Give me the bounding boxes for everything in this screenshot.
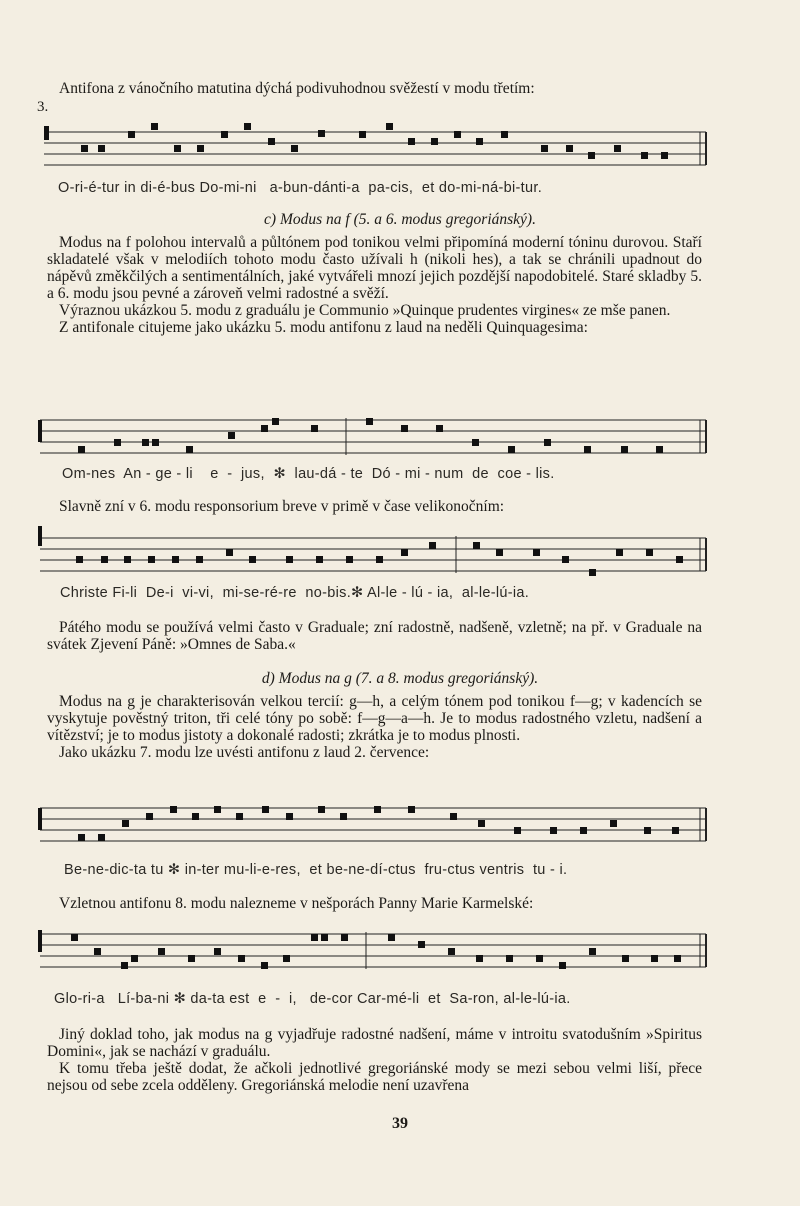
staff-mode6	[36, 520, 710, 582]
staff-mode3	[36, 118, 710, 174]
closing-body	[47, 1026, 702, 1094]
mode6-intro-block	[47, 498, 702, 515]
intro-paragraph	[47, 80, 702, 97]
mode3-number: 3.	[37, 99, 49, 115]
section-c-para2: Výraznou ukázkou 5. modu z graduálu je Communio »Quinque prudentes virgines« ze mše panen.	[59, 302, 671, 319]
mode5-gradual-block	[47, 619, 702, 653]
section-c-para1: Modus na f polohou intervalů a půltónem pod tonikou velmi připomíná moderní tóninu durovou. Staří skladatelé však v melodiích tohoto modu často užívali h (nikoli hes), a tak se chránili upadnout do nápěvů změkčilých a sentimentálních, jaké vytvářeli mnozí jejich pozdější napodobitelé. Staré skladby 5. a 6. modu jsou pevné a zároveň velmi radostné a svěží.	[47, 234, 702, 302]
chant-staff-mode6-svg	[36, 520, 710, 582]
section-d-title: d) Modus na g (7. a 8. modus gregoriánský).	[261, 670, 539, 687]
chant-staff-mode8-svg	[36, 920, 710, 982]
staff-mode8	[36, 920, 710, 982]
lyrics-mode8: Glo-ri-a Lí-ba-ni ✻ da-ta est e - i, de-cor Car-mé-li et Sa-ron, al-le-lú-ia.	[54, 991, 571, 1007]
mode5-gradual-para: Pátého modu se používá velmi často v Graduale; zní radostně, nadšeně, vzletně; na př. v Graduale na svátek Zjevení Páně: »Omnes de Saba.«	[47, 619, 702, 653]
chant-staff-mode7-svg	[36, 798, 710, 854]
staff-mode5	[36, 408, 710, 464]
lyrics-mode5: Om-nes An - ge - li e - jus, ✻ lau-dá - te Dó - mi - num de coe - lis.	[62, 466, 555, 482]
chant-staff-mode5-svg	[36, 408, 710, 464]
mode6-intro: Slavně zní v 6. modu responsorium breve v primě v čase velikonočním:	[59, 498, 505, 515]
section-d-para2: Jako ukázku 7. modu lze uvésti antifonu z laud 2. července:	[59, 744, 430, 761]
lyrics-mode3: O-ri-é-tur in di-é-bus Do-mi-ni a-bun-dánti-a pa-cis, et do-mi-ná-bi-tur.	[58, 180, 543, 196]
section-c-para3: Z antifonale citujeme jako ukázku 5. modu antifonu z laud na neděli Quinquagesima:	[59, 319, 588, 336]
section-c-body	[47, 234, 702, 336]
section-d-body	[47, 693, 702, 761]
chant-staff-mode3-svg	[36, 118, 710, 174]
staff-mode7	[36, 798, 710, 854]
closing-para1: Jiný doklad toho, jak modus na g vyjadřuje radostné nadšení, máme v introitu svatodušním »Spiritus Domini«, jak se nachází v graduálu.	[47, 1026, 702, 1060]
section-c-title: c) Modus na f (5. a 6. modus gregoriánský).	[264, 211, 536, 228]
intro-line: Antifona z vánočního matutina dýchá podivuhodnou svěžestí v modu třetím:	[59, 80, 535, 97]
mode8-intro-block	[47, 895, 702, 912]
lyrics-mode7: Be-ne-dic-ta tu ✻ in-ter mu-li-e-res, et be-ne-dí-ctus fru-ctus ventris tu - i.	[64, 862, 568, 878]
closing-para2: K tomu třeba ještě dodat, že ačkoli jednotlivé gregoriánské mody se mezi sebou velmi liší, přece nejsou od sebe zcela odděleny. Gregoriánská melodie není uzavřena	[47, 1060, 702, 1094]
page-number: 39	[392, 1115, 408, 1132]
lyrics-mode6: Christe Fi-li De-i vi-vi, mi-se-ré-re no-bis.✻ Al-le - lú - ia, al-le-lú-ia.	[60, 585, 530, 601]
mode8-intro: Vzletnou antifonu 8. modu nalezneme v nešporách Panny Marie Karmelské:	[59, 895, 534, 912]
section-d-para1: Modus na g je charakterisován velkou tercií: g—h, a celým tónem pod tonikou f—g; v kadencích se vyskytuje pověstný triton, tři celé tóny po sobě: f—g—a—h. Je to modus radostného vzletu, nadšení a vítězství; je to modus jistoty a dokonalé radosti; zkrátka je to modus plnosti.	[47, 693, 702, 744]
